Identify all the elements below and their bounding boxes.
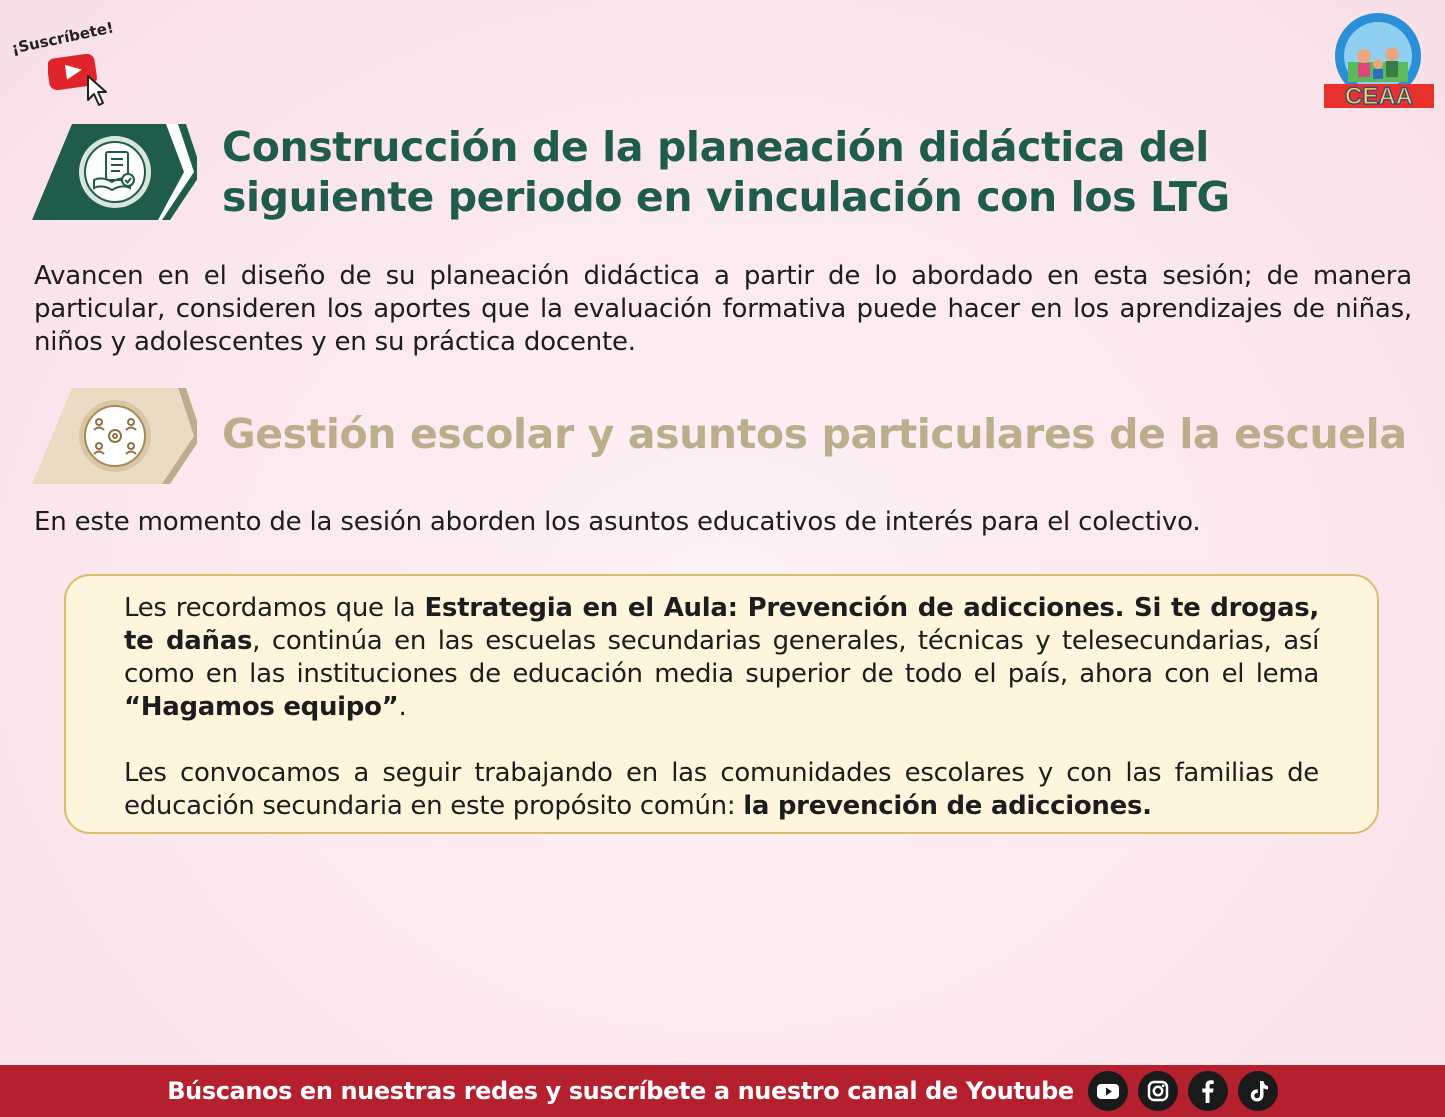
- section2-icon-badge: [32, 386, 197, 486]
- strategy-name: Estrategia en el Aula: Prevención de adicciones. Si te drogas, te dañas: [124, 593, 1319, 656]
- callout-box: [64, 574, 1379, 834]
- ceaa-logo: [1322, 10, 1436, 110]
- youtube-icon[interactable]: [1088, 1071, 1128, 1111]
- callout-paragraph-2: [124, 757, 1319, 823]
- callout-text: Les convocamos a seguir trabajando en las comunidades escolares y con las familias de educación secundaria en este propósito común:: [124, 758, 1319, 821]
- subscribe-label: ¡Suscríbete!: [10, 18, 116, 58]
- social-icons: [1088, 1071, 1278, 1111]
- facebook-icon[interactable]: [1188, 1071, 1228, 1111]
- instagram-icon[interactable]: [1138, 1071, 1178, 1111]
- tiktok-icon[interactable]: [1238, 1071, 1278, 1111]
- callout-paragraph-1: [124, 592, 1319, 724]
- section2-title: Gestión escolar y asuntos particulares de la escuela: [222, 410, 1407, 458]
- footer-bar: [0, 1065, 1445, 1117]
- section1-title: Construcción de la planeación didáctica del siguiente periodo en vinculación con los LTG: [222, 123, 1230, 221]
- section1-body: Avancen en el diseño de su planeación didáctica a partir de lo abordado en esta sesión; de manera particular, consideren los aportes que la evaluación formativa puede hacer en los aprendizajes de niñas, niños y adolescentes y en su práctica docente.: [34, 261, 1412, 357]
- purpose-emphasis: la prevención de adicciones.: [743, 791, 1152, 821]
- callout-text: .: [398, 692, 407, 722]
- callout-text: Les recordamos que la: [124, 593, 425, 623]
- motto: “Hagamos equipo”: [124, 692, 399, 722]
- footer-text: Búscanos en nuestras redes y suscríbete a nuestro canal de Youtube: [167, 1077, 1074, 1105]
- subscribe-badge[interactable]: [8, 18, 126, 98]
- section1-icon-badge: [32, 122, 197, 222]
- section2-body: En este momento de la sesión aborden los asuntos educativos de interés para el colectivo.: [34, 507, 1201, 537]
- callout-text: , continúa en las escuelas secundarias generales, técnicas y telesecundarias, así como en las instituciones de educación media superior de todo el país, ahora con el lema: [124, 626, 1320, 689]
- logo-text: CEAA: [1344, 83, 1414, 110]
- youtube-play-cursor-icon: [48, 54, 126, 112]
